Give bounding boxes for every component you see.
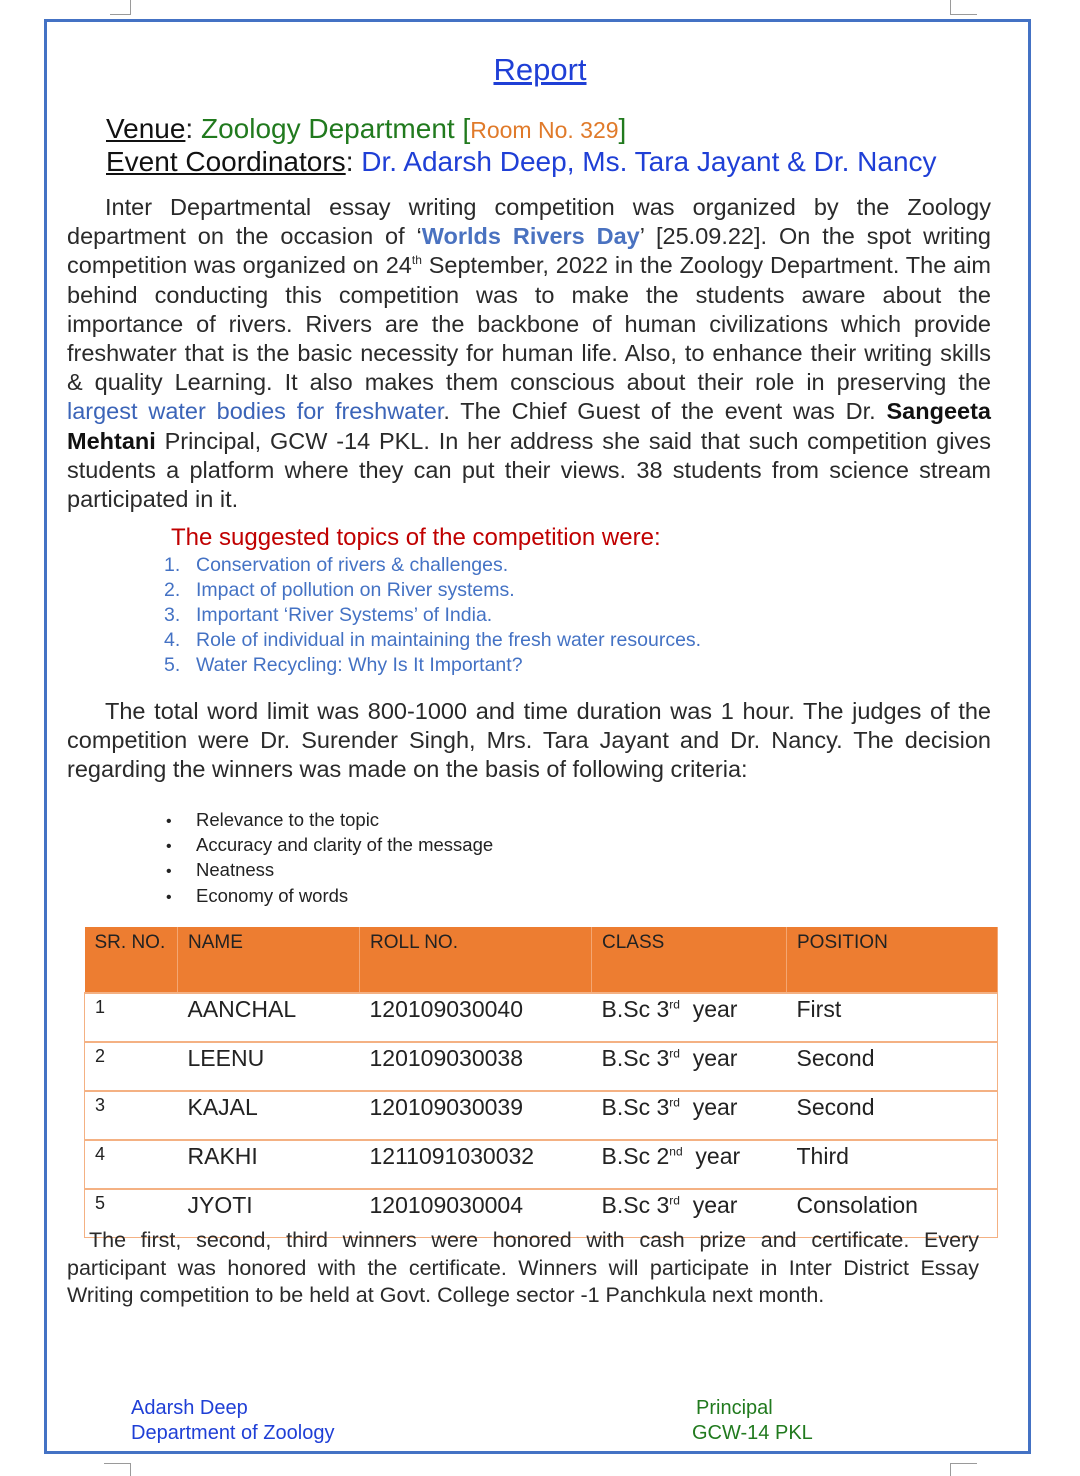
class-prefix: B.Sc 3 [601, 1094, 670, 1120]
cell-name: JYOTI [178, 1189, 360, 1238]
cell-position: Second [787, 1091, 998, 1140]
header-class: CLASS [592, 927, 787, 993]
venue-line [106, 113, 626, 145]
topic-text: Impact of pollution on River systems. [196, 579, 515, 601]
topic-item [164, 603, 701, 628]
class-superscript: rd [669, 1046, 680, 1061]
table-row [85, 1140, 998, 1189]
topic-text: Water Recycling: Why Is It Important? [196, 654, 523, 676]
venue-bracket-close: ] [618, 113, 627, 144]
cell-sr: 2 [85, 1042, 178, 1091]
cell-position: Second [787, 1042, 998, 1091]
topic-number: 5. [164, 654, 181, 676]
crop-mark-bottom-left [104, 1463, 131, 1476]
class-suffix: year [682, 1143, 741, 1169]
cell-roll: 120109030039 [360, 1091, 592, 1140]
cell-sr: 4 [85, 1140, 178, 1189]
signatory-department: Department of Zoology [131, 1422, 335, 1444]
signatory-name: Adarsh Deep [131, 1397, 248, 1419]
intro-text-1: Inter Departmental essay writing competition was organized by the Zoology department on the occasion of ‘ [67, 194, 991, 250]
date-superscript: th [411, 253, 422, 268]
class-prefix: B.Sc 3 [601, 1192, 670, 1218]
topic-number: 1. [164, 554, 181, 576]
bullet-icon: • [166, 863, 172, 881]
cell-sr: 1 [85, 993, 178, 1042]
intro-text-4: . The Chief Guest of the event was Dr. [443, 398, 887, 425]
page-title: Report [493, 52, 587, 87]
signature-left [131, 1396, 334, 1446]
class-suffix: year [679, 996, 738, 1022]
class-superscript: rd [669, 1095, 680, 1110]
cell-position: First [787, 993, 998, 1042]
cell-roll: 1211091030032 [360, 1140, 592, 1189]
criteria-text: Accuracy and clarity of the message [196, 834, 494, 856]
criteria-text: Neatness [196, 859, 275, 881]
cell-name: KAJAL [178, 1091, 360, 1140]
cell-class [592, 993, 787, 1042]
coordinators-colon: : [345, 146, 354, 177]
cell-sr: 5 [85, 1189, 178, 1238]
header-position: POSITION [787, 927, 998, 993]
topic-text: Important ‘River Systems’ of India. [196, 604, 493, 626]
topic-item [164, 653, 701, 678]
highlight-text: largest water bodies for freshwater [67, 398, 444, 425]
signature-right [692, 1396, 813, 1446]
coordinators-line [106, 146, 937, 178]
topic-number: 3. [164, 604, 181, 626]
intro-text-3: September, 2022 in the Zoology Department. The aim behind conducting this competition was to make the students aware about the importance of rivers. Rivers are the backbone of human civilizations which provide freshwater that is the basic necessity for human life. Also, to enhance their writing skills & quality Learning. It also makes them conscious about their role in preserving the [67, 252, 991, 396]
class-suffix: year [679, 1094, 738, 1120]
venue-label: Venue [106, 113, 186, 144]
criteria-item [166, 808, 493, 833]
table-row [85, 993, 998, 1042]
bullet-icon: • [166, 813, 172, 830]
class-superscript: nd [669, 1144, 683, 1159]
cell-name: AANCHAL [178, 993, 360, 1042]
bullet-icon: • [166, 888, 172, 906]
criteria-list [166, 808, 493, 909]
cell-name: RAKHI [178, 1140, 360, 1189]
signatory-organization: GCW-14 PKL [692, 1422, 813, 1444]
crop-mark-bottom-right [950, 1463, 977, 1476]
cell-class [592, 1091, 787, 1140]
venue-room: Room No. 329 [470, 117, 619, 143]
cell-position: Consolation [787, 1189, 998, 1238]
event-name: Worlds Rivers Day [421, 223, 640, 250]
topic-item [164, 553, 701, 578]
header-sr-no: SR. NO. [85, 927, 178, 993]
venue-bracket-open: [ [462, 113, 471, 144]
cell-position: Third [787, 1140, 998, 1189]
bullet-icon: • [166, 838, 172, 856]
venue-department: Zoology Department [200, 113, 455, 144]
header-roll-no: ROLL NO. [360, 927, 592, 993]
table-row [85, 1091, 998, 1140]
coordinators-names: Dr. Adarsh Deep, Ms. Tara Jayant & Dr. Nancy [361, 146, 937, 177]
cell-name: LEENU [178, 1042, 360, 1091]
table-row [85, 1042, 998, 1091]
coordinators-label: Event Coordinators [106, 146, 346, 177]
criteria-intro-text: The total word limit was 800-1000 and time duration was 1 hour. The judges of the competition were Dr. Surender Singh, Mrs. Tara Jayant and Dr. Nancy. The decision regarding the winners was made on the basis of following criteria: [67, 698, 991, 783]
class-prefix: B.Sc 3 [601, 996, 670, 1022]
intro-text-2: ’ [25.09.22]. On the spot writing competition was organized on 24 [67, 223, 992, 279]
criteria-text: Relevance to the topic [196, 809, 380, 830]
cell-roll: 120109030040 [360, 993, 592, 1042]
topics-list [164, 553, 701, 678]
class-superscript: rd [669, 1193, 680, 1208]
criteria-item [166, 858, 493, 883]
class-suffix: year [679, 1192, 738, 1218]
intro-paragraph [67, 193, 991, 514]
table-header-row [85, 927, 998, 993]
closing-text: The first, second, third winners were honored with cash prize and certificate. Every participant was honored with the certificate. Winners will participate in Inter District Essay Writing competition to be held at Govt. College sector -1 Panchkula next month. [67, 1228, 979, 1307]
crop-mark-top-left [110, 0, 131, 15]
topic-item [164, 628, 701, 653]
header-name: NAME [178, 927, 360, 993]
topic-text: Conservation of rivers & challenges. [196, 554, 509, 576]
class-superscript: rd [669, 997, 680, 1012]
class-prefix: B.Sc 2 [601, 1143, 670, 1169]
criteria-text: Economy of words [196, 884, 349, 906]
criteria-paragraph [67, 697, 991, 785]
cell-roll: 120109030038 [360, 1042, 592, 1091]
topic-number: 2. [164, 579, 181, 601]
cell-class [592, 1042, 787, 1091]
signatory-title: Principal [696, 1397, 773, 1419]
cell-roll: 120109030004 [360, 1189, 592, 1238]
criteria-item [166, 833, 493, 858]
class-suffix: year [679, 1045, 738, 1071]
crop-mark-top-right [950, 0, 977, 15]
topic-item [164, 578, 701, 603]
chief-guest-name: Sangeeta Mehtani [67, 398, 991, 454]
venue-colon: : [185, 113, 194, 144]
results-table [84, 927, 998, 1238]
criteria-item [166, 884, 493, 909]
topics-heading: The suggested topics of the competition were: [171, 524, 661, 551]
topic-number: 4. [164, 629, 181, 651]
intro-text-5: Principal, GCW -14 PKL. In her address she said that such competition gives students a platform where they can put their views. 38 students from science stream participated in it. [67, 427, 991, 513]
closing-paragraph [67, 1227, 979, 1310]
cell-sr: 3 [85, 1091, 178, 1140]
class-prefix: B.Sc 3 [601, 1045, 670, 1071]
topic-text: Role of individual in maintaining the fresh water resources. [196, 629, 702, 651]
cell-class [592, 1140, 787, 1189]
